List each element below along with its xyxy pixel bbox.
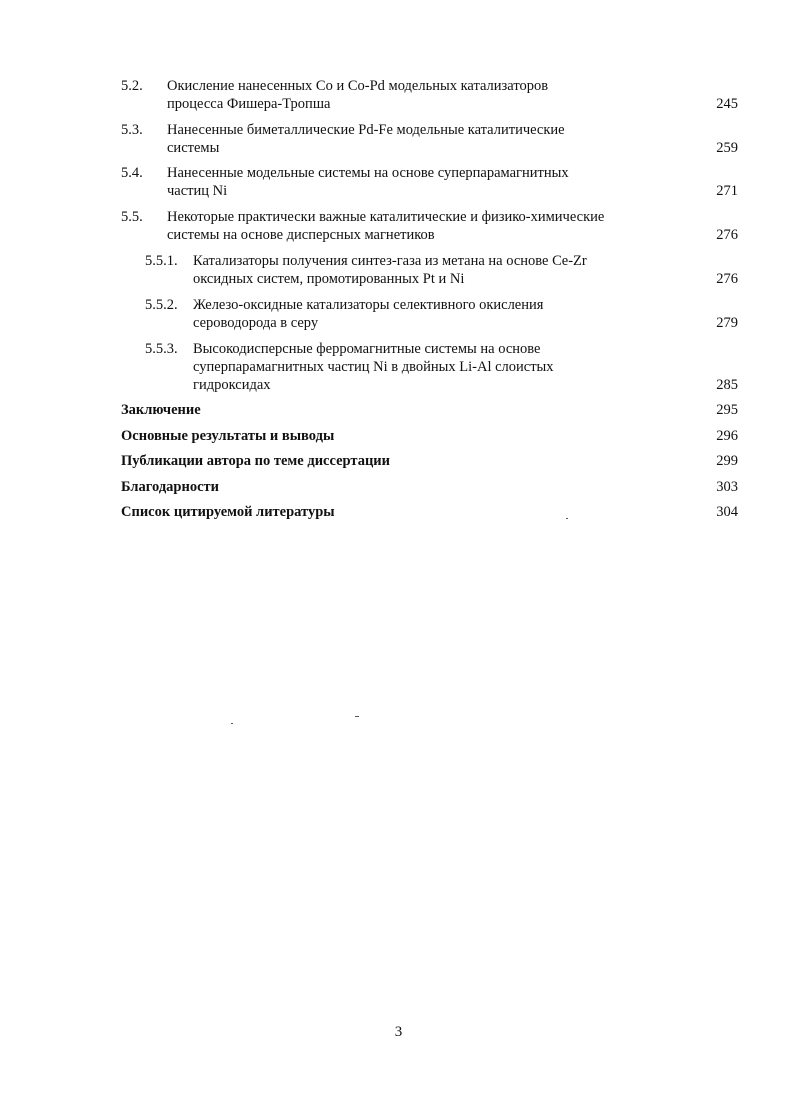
- toc-entry-title-line: сероводорода в серу: [193, 315, 319, 331]
- toc-entry-title-line: Нанесенные биметаллические Pd-Fe модельные каталитические: [167, 122, 565, 138]
- toc-entry-title-line: процесса Фишера-Тропша: [167, 96, 331, 112]
- toc-entry-page: 276: [716, 227, 738, 243]
- toc-section-page: 299: [716, 453, 738, 469]
- toc-section-title: Заключение: [121, 402, 201, 418]
- toc-entry-number: 5.5.3.: [145, 341, 178, 357]
- toc-entry-title-line: частиц Ni: [167, 183, 228, 199]
- scan-speck: [355, 716, 359, 717]
- toc-entry-title-line: Высокодисперсные ферромагнитные системы на основе: [193, 341, 541, 357]
- toc-section-page: 296: [716, 428, 738, 444]
- toc-entry-title-line: Железо-оксидные катализаторы селективного окисления: [193, 297, 544, 313]
- toc-entry-number: 5.5.: [121, 209, 143, 225]
- toc-section-title: Основные результаты и выводы: [121, 428, 335, 444]
- toc-entry-page: 271: [716, 183, 738, 199]
- toc-entry-number: 5.4.: [121, 165, 143, 181]
- toc-section-page: 304: [716, 504, 738, 520]
- toc-entry-number: 5.3.: [121, 122, 143, 138]
- toc-section-title: Список цитируемой литературы: [121, 504, 335, 520]
- toc-entry-title-line: гидроксидах: [193, 377, 271, 393]
- toc-entry-title-line: оксидных систем, промотированных Pt и Ni: [193, 271, 465, 287]
- page-number: 3: [394, 1024, 403, 1040]
- toc-entry-page: 285: [716, 377, 738, 393]
- toc-entry-page: 245: [716, 96, 738, 112]
- toc-entry-number: 5.5.1.: [145, 253, 178, 269]
- toc-entry-page: 279: [716, 315, 738, 331]
- toc-entry-number: 5.2.: [121, 78, 143, 94]
- toc-section-title: Благодарности: [121, 479, 220, 495]
- toc-entry-title-line: Некоторые практически важные каталитические и физико-химические: [167, 209, 605, 225]
- toc-entry-title-line: системы: [167, 140, 220, 156]
- toc-entry-title-line: суперпарамагнитных частиц Ni в двойных Li-Al слоистых: [193, 359, 554, 375]
- toc-entry-title-line: Катализаторы получения синтез-газа из метана на основе Ce-Zr: [193, 253, 587, 269]
- toc-section-page: 295: [716, 402, 738, 418]
- toc-entry-page: 259: [716, 140, 738, 156]
- toc-entry-title-line: Нанесенные модельные системы на основе суперпарамагнитных: [167, 165, 569, 181]
- toc-entry-page: 276: [716, 271, 738, 287]
- scan-speck: [231, 723, 233, 724]
- toc-entry-title-line: Окисление нанесенных Co и Co-Pd модельных катализаторов: [167, 78, 549, 94]
- scan-speck: [566, 518, 568, 519]
- toc-entry-title-line: системы на основе дисперсных магнетиков: [167, 227, 435, 243]
- toc-section-title: Публикации автора по теме диссертации: [121, 453, 391, 469]
- toc-section-page: 303: [716, 479, 738, 495]
- toc-entry-number: 5.5.2.: [145, 297, 178, 313]
